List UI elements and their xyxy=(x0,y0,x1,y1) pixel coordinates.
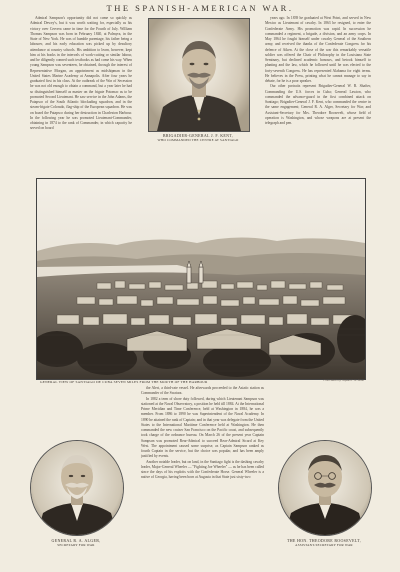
roosevelt-portrait-image xyxy=(279,441,371,535)
alger-caption xyxy=(30,538,122,548)
right-paragraph-2: Our other portraits represent Brigadier-General W. R. Shafter, Commanding the U.S. forces in Cuba; General Lawton, who commanded the advance-guard in the first combined attack on Santiago; Brigadier-General J. F. Kent, who commanded the centre in the same engagement; General R. A. Alger, Secretary for War; and Assistant-Secretary for Mrs. Theodore Roosevelt, whose field of operation is Washington, and whose weapons are at present the telegraph and pen. xyxy=(265,84,371,125)
alger-portrait-image xyxy=(31,441,123,535)
kent-portrait-image xyxy=(149,19,249,131)
bottom-paragraph-1: the Alert, a third-rate vessel. He afterwards proceeded to the Asiatic station as Commander of the Swatara. xyxy=(141,386,264,396)
roosevelt-portrait xyxy=(278,440,372,536)
kent-role: WHO COMMANDED THE CENTRE AT SANTIAGO xyxy=(157,138,239,142)
left-text-column xyxy=(30,16,132,176)
roosevelt-role: ASSISTANT-SECRETARY FOR WAR xyxy=(295,543,353,547)
santiago-landscape xyxy=(36,178,366,380)
landscape-credit: From Sketch by Captain F. W. Brian xyxy=(323,379,364,382)
alger-portrait xyxy=(30,440,124,536)
right-text-column xyxy=(265,16,371,176)
alger-name: GENERAL R. A. ALGER, xyxy=(51,538,101,543)
alger-role: SECRETARY FOR WAR xyxy=(57,543,95,547)
bottom-text-column xyxy=(141,386,264,569)
roosevelt-name: THE HON. THEODORE ROOSEVELT, xyxy=(287,538,361,543)
kent-name: BRIGADIER-GENERAL J. F. KENT, xyxy=(162,133,234,138)
page-header: THE SPANISH-AMERICAN WAR. xyxy=(106,3,294,13)
landscape-caption: GENERAL VIEW OF SANTIAGO DE CUBA SEVEN MILES FROM THE MOUTH OF THE HARBOUR xyxy=(40,380,208,384)
santiago-landscape-image xyxy=(37,179,365,379)
kent-portrait xyxy=(148,18,250,132)
bottom-paragraph-3: Another notable leader, but on land, in the Santiago fight is the dashing cavalry leader, Major-General Wheeler — "Fighting Joe Wheeler" — as he has been called since the days of his exploits with the Confederate Horse. General Wheeler is a native of Georgia, having been born at Augusta in that State just sixty-two xyxy=(141,459,264,480)
left-paragraph: Admiral Sampson's opportunity did not come so quickly as Admiral Dewey's, but it was worth waiting for, especially as his victory over Cervera came in time for the Fourth of July. William Thomas Sampson was born in February 1840, at Palmyra, in the State of New York. He was of humble parentage, his father being a labourer, and his early education was picked up by desultory attendance at country schools. His ambition to learn, however, kept him at his books in the intervals of work-cutting or similar labour, and he diligently conned such textbooks as had come his way. When young Sampson was seventeen, he obtained, through the interest of Representative Morgan, an appointment as midshipman in the United States Marine Academy at Annapolis. After four years he graduated first in his class. At the outbreak of the War of Secession he was not old enough to obtain a command, but a year later he had so distinguished himself as master on the frigate Potomac as to be promoted Second Lieutenant. He saw service in the John Adams, the Patapsco of the South Atlantic blockading squadron, and in the steam-frigate Colorado, flag-ship of the European squadron. He was on board the Patapsco during her destruction in Charleston Harbour. In the following year he was promoted Lieutenant-Commander, obtaining in 1874 to the rank of Commander, in which capacity he served on board xyxy=(30,16,132,131)
kent-caption xyxy=(140,133,256,143)
roosevelt-caption xyxy=(278,538,370,548)
right-paragraph-1: years ago. In 1839 he graduated at West Point, and served in New Mexico as Lieutenant of cavalry. In 1863 he resigned, to enter the Confederate Army. His promotion was rapid. In succession he commanded a regiment, a brigade, a division, and an army corps. In May 1864 he fought himself under cavalry General of the Southern army, and received the thanks of the Confederate Congress for his defence of Aiken. At the close of the war this remarkably versatile soldier was offered the Chair of Philosophy in the Louisiana State Seminary, but declined academic honours, and betook himself to planting and the law, which he followed until he was elected to the forty-seventh Congress. He has represented Alabama for eight terms. He believes in the Press, printing what he cannot manage to say in debate, for he is a poor speaker. xyxy=(265,16,371,83)
bottom-paragraph-2: In 1882 a term of shore duty followed, during which Lieutenant Sampson was stationed at the Naval Observatory, a position he held till 1884. At the International Prime Meridian and Time Conference, held at Washington in 1884, he was a member. From 1886 to 1890 he was Superintendent of the Naval Academy. In 1890 he attained the rank of Captain; and in that year was delegate from the United States to the International Maritime Conference held at Washington. He then commanded the new cruiser San Francisco on the Pacific coast, and subsequently took charge of the ordnance bureau. On March 26 of the present year Captain Sampson was promoted Rear-Admiral to succeed Rear-Admiral Sicard at Key West. The appointment caused some surprise, as Captain Sampson ranked as fourth Captain in the service, but the choice was popular, and has been amply justified by events. xyxy=(141,396,264,459)
